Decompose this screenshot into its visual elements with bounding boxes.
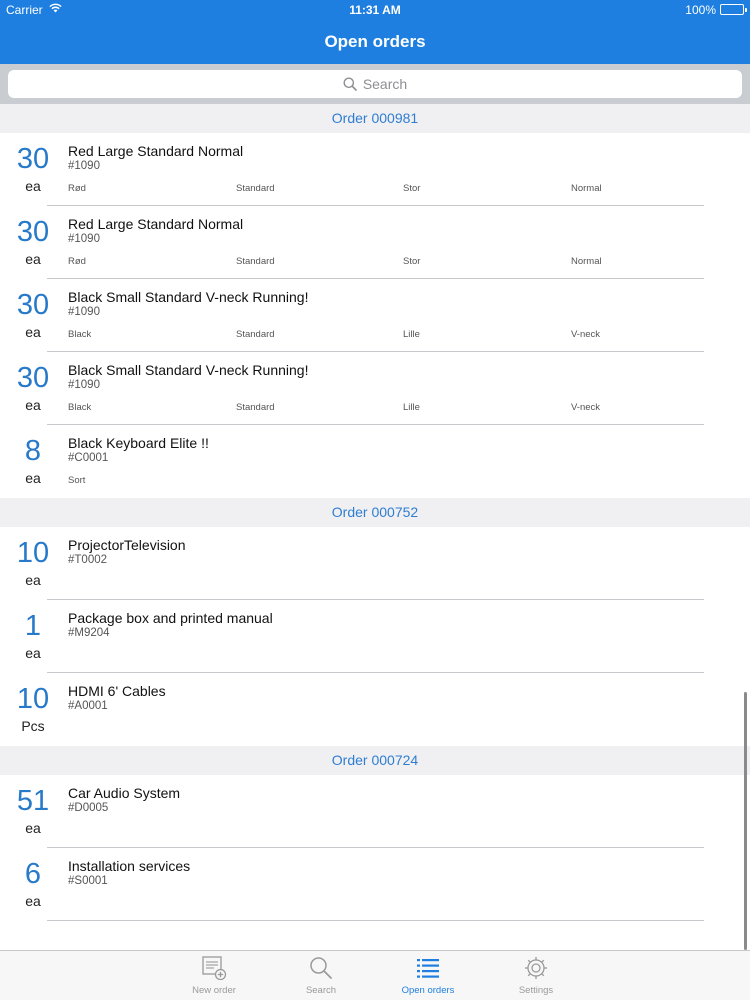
item-attribute: Rød [68, 256, 86, 267]
search-icon [343, 77, 357, 91]
quantity-unit: ea [25, 893, 41, 909]
quantity-value: 1 [24, 610, 42, 642]
item-sku: #T0002 [68, 554, 108, 566]
order-section-header: Order 000724 [0, 746, 750, 775]
item-sku: #S0001 [68, 875, 108, 887]
item-name: Red Large Standard Normal [68, 216, 244, 232]
item-sku: #C0001 [68, 452, 109, 464]
item-attribute: V-neck [571, 402, 601, 413]
item-attribute: Lille [403, 402, 420, 413]
page-title: Open orders [324, 32, 426, 51]
quantity-value: 10 [16, 683, 50, 715]
item-sku: #1090 [68, 306, 100, 318]
gear-icon [523, 955, 549, 981]
quantity-value: 6 [24, 858, 42, 890]
order-section-header: Order 000981 [0, 104, 750, 133]
order-line-item[interactable] [0, 279, 750, 352]
row-separator [47, 920, 704, 921]
item-attribute: Lille [403, 329, 420, 340]
item-sku: #D0005 [68, 802, 109, 814]
item-attribute: Standard [236, 329, 275, 340]
quantity-unit: Pcs [21, 718, 45, 734]
quantity-value: 8 [24, 435, 42, 467]
item-name: Black Small Standard V-neck Running! [68, 362, 309, 378]
order-line-item[interactable] [0, 775, 750, 848]
quantity-unit: ea [25, 572, 41, 588]
item-sku: #M9204 [68, 627, 110, 639]
tab-bar [0, 950, 750, 1000]
item-attribute: Black [68, 329, 92, 340]
tab-label: New order [192, 985, 236, 996]
tab-label: Open orders [401, 985, 455, 996]
item-attribute: Stor [403, 183, 421, 194]
tab-settings[interactable] [491, 955, 581, 996]
order-line-item[interactable] [0, 527, 750, 600]
item-name: Package box and printed manual [68, 610, 273, 626]
item-attribute: Normal [571, 183, 602, 194]
item-sku: #A0001 [68, 700, 108, 712]
quantity-unit: ea [25, 178, 41, 194]
tab-search[interactable] [276, 955, 366, 996]
item-attribute: Standard [236, 256, 275, 267]
item-name: Black Keyboard Elite !! [68, 435, 209, 451]
item-attribute: Rød [68, 183, 86, 194]
order-line-item[interactable] [0, 352, 750, 425]
tab-new-order[interactable] [169, 955, 259, 996]
item-name: Black Small Standard V-neck Running! [68, 289, 309, 305]
item-sku: #1090 [68, 233, 100, 245]
order-line-item[interactable] [0, 133, 750, 206]
search-input[interactable] [8, 70, 742, 98]
item-attribute: Normal [571, 256, 602, 267]
scroll-indicator[interactable] [744, 692, 747, 950]
battery-icon [720, 4, 744, 15]
order-line-item[interactable] [0, 848, 750, 921]
tab-open-orders[interactable] [383, 955, 473, 996]
item-name: Red Large Standard Normal [68, 143, 244, 159]
quantity-value: 30 [16, 362, 50, 394]
quantity-unit: ea [25, 397, 41, 413]
item-name: HDMI 6' Cables [68, 683, 166, 699]
new-order-icon [201, 955, 227, 981]
item-attribute: V-neck [571, 329, 601, 340]
order-line-item[interactable] [0, 206, 750, 279]
quantity-unit: ea [25, 324, 41, 340]
item-attribute: Standard [236, 183, 275, 194]
search-icon [308, 955, 334, 981]
item-attribute: Standard [236, 402, 275, 413]
status-bar [0, 0, 750, 20]
item-attribute: Stor [403, 256, 421, 267]
order-line-item[interactable] [0, 600, 750, 673]
quantity-value: 30 [16, 216, 50, 248]
item-name: ProjectorTelevision [68, 537, 186, 553]
tab-label: Settings [518, 985, 554, 996]
quantity-value: 51 [16, 785, 50, 817]
item-sku: #1090 [68, 379, 100, 391]
list-icon [415, 955, 441, 981]
order-line-item[interactable] [0, 673, 750, 746]
battery-percent: 100% [685, 3, 716, 17]
item-sku: #1090 [68, 160, 100, 172]
item-attribute: Sort [68, 475, 86, 486]
tab-label: Search [305, 985, 337, 996]
quantity-value: 30 [16, 289, 50, 321]
search-bar [0, 64, 750, 104]
search-placeholder: Search [362, 76, 408, 92]
item-attribute: Black [68, 402, 92, 413]
quantity-unit: ea [25, 820, 41, 836]
item-name: Car Audio System [68, 785, 181, 801]
order-section-header: Order 000752 [0, 498, 750, 527]
quantity-unit: ea [25, 470, 41, 486]
clock: 11:31 AM [349, 3, 401, 17]
order-line-item[interactable] [0, 425, 750, 498]
quantity-value: 10 [16, 537, 50, 569]
orders-list[interactable] [0, 104, 750, 950]
item-name: Installation services [68, 858, 191, 874]
carrier-label: Carrier [6, 3, 43, 17]
quantity-unit: ea [25, 645, 41, 661]
navigation-bar [0, 0, 750, 64]
quantity-value: 30 [16, 143, 50, 175]
quantity-unit: ea [25, 251, 41, 267]
